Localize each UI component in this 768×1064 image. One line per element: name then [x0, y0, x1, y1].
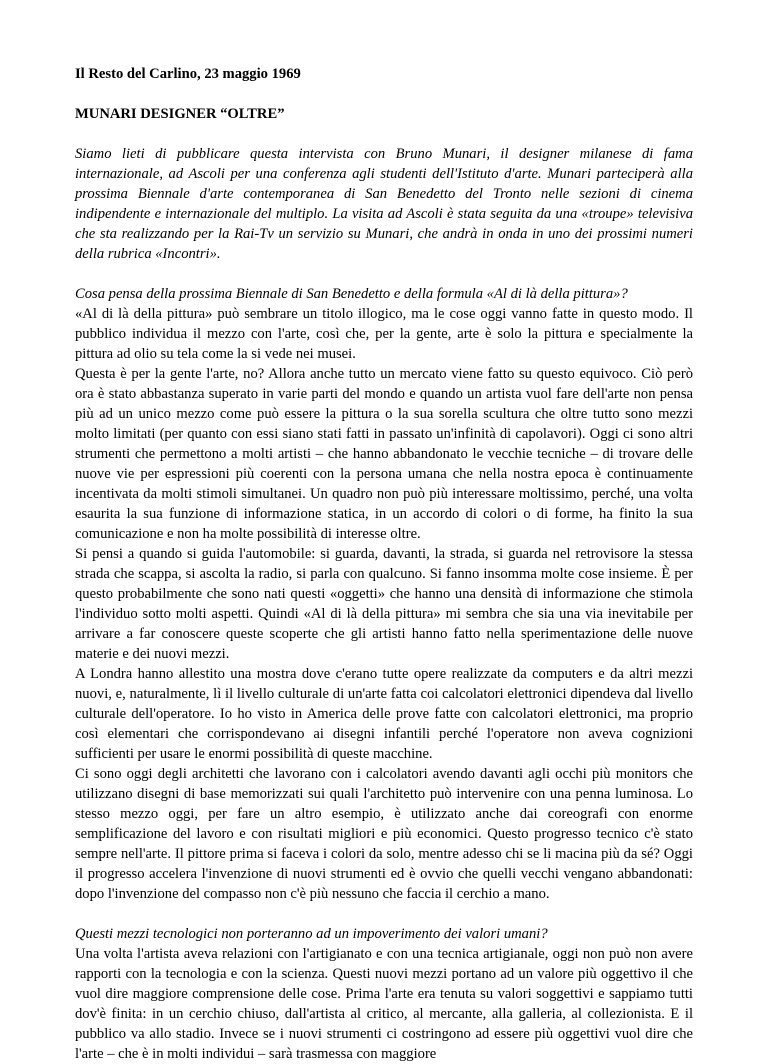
article-headline: MUNARI DESIGNER “OLTRE” [75, 106, 285, 122]
newspaper-source: Il Resto del Carlino, 23 maggio 1969 [75, 66, 301, 82]
answer-paragraph: A Londra hanno allestito una mostra dove c'erano tutte opere realizzate da computers e da altri mezzi nuovi, e, naturalmente, lì il livello culturale di un'arte fatta coi calcolatori elettronici dipendeva dal livello culturale dell'operatore. Io ho visto in America delle prove fatte con calcolatori elettronici, ma proprio così elementari che corrispondevano ai disegni infantili perché l'operatore non aveva cognizioni sufficienti per usare le enormi possibilità di queste macchine. [75, 666, 693, 762]
interview-question: Cosa pensa della prossima Biennale di San Benedetto e della formula «Al di là della pittura»? [75, 286, 628, 302]
answer-paragraph: «Al di là della pittura» può sembrare un titolo illogico, ma le cose oggi vanno fatte in questo modo. Il pubblico individua il mezzo con l'arte, così che, per la gente, arte è solo la pittura e specialmente la pittura ad olio su tela come la si vede nei musei. [75, 306, 693, 362]
article-intro: Siamo lieti di pubblicare questa intervista con Bruno Munari, il designer milanese di fama internazionale, ad Ascoli per una conferenza agli studenti dell'Istituto d'arte. Munari parteciperà alla prossima Biennale d'arte contemporanea di San Benedetto del Tronto nelle sezioni di cinema indipendente e internazionale del multiplo. La visita ad Ascoli è stata seguita da una «troupe» televisiva che sta realizzando per la Rai-Tv un servizio su Munari, che andrà in onda in uno dei prossimi numeri della rubrica «Incontri». [75, 146, 693, 262]
document-page [75, 64, 693, 1064]
answer-paragraph: Si pensi a quando si guida l'automobile: si guarda, davanti, la strada, si guarda nel retrovisore la stessa strada che scappa, si ascolta la radio, si parla con qualcuno. Si fanno insomma molte cose insieme. È per questo probabilmente che sono nati questi «oggetti» che hanno una densità di informazione che stimola l'individuo sotto molti aspetti. Quindi «Al di là della pittura» mi sembra che sia una via inevitabile per arrivare a far conoscere queste scoperte che gli artisti hanno fatto nella sperimentazione delle nuove materie e dei nuovi mezzi. [75, 546, 693, 662]
answer-paragraph: Una volta l'artista aveva relazioni con l'artigianato e con una tecnica artigianale, oggi non può non avere rapporti con la tecnologia e con la scienza. Questi nuovi mezzi portano ad un valore più oggettivo il che vuol dire maggiore comprensione delle cose. Prima l'arte era tenuta su valori soggettivi e sappiamo tutti dov'è finita: in un cerchio chiuso, dall'artista al critico, al mercante, alla galleria, al collezionista. E il pubblico va allo stadio. Invece se i nuovi strumenti ci costringono ad essere più oggettivi vuol dire che l'arte – che è in molti individui – sarà trasmessa con maggiore [75, 946, 693, 1062]
answer-paragraph: Questa è per la gente l'arte, no? Allora anche tutto un mercato viene fatto su questo equivoco. Ciò però ora è stato abbastanza superato in varie parti del mondo e quando un artista vuol fare dell'arte non pensa più ad un unico mezzo come può essere la pittura o la sua sorella scultura che oltre tutto sono mezzi molto limitati (per quanto con essi siano stati fatti in passato un'infinità di capolavori). Oggi ci sono altri strumenti che permettono a molti artisti – che hanno abbandonato le vecchie tecniche – di trovare delle nuove vie per espressioni più coerenti con la persona umana che nella nostra epoca è continuamente incentivata da molti stimoli simultanei. Un quadro non può più interessare moltissimo, perché, una volta esaurita la sua funzione di informazione statica, in un accordo di colori o di forme, ha finito la sua comunicazione e non ha molte possibilità di interesse oltre. [75, 366, 693, 542]
interview-question: Questi mezzi tecnologici non porteranno ad un impoverimento dei valori umani? [75, 926, 548, 942]
answer-paragraph: Ci sono oggi degli architetti che lavorano con i calcolatori avendo davanti agli occhi più monitors che utilizzano disegni di base memorizzati sui quali l'architetto può intervenire con una penna luminosa. Lo stesso mezzo oggi, per fare un altro esempio, è utilizzato anche dai coreografi con enorme semplificazione del lavoro e con risultati migliori e più economici. Questo progresso tecnico c'è stato sempre nell'arte. Il pittore prima si faceva i colori da solo, mentre adesso chi se li macina più da sé? Oggi il progresso accelera l'invenzione di nuovi strumenti ed è ovvio che quelli vecchi vengano abbandonati: dopo l'invenzione del compasso non c'è più nessuno che faccia il cerchio a mano. [75, 766, 693, 902]
